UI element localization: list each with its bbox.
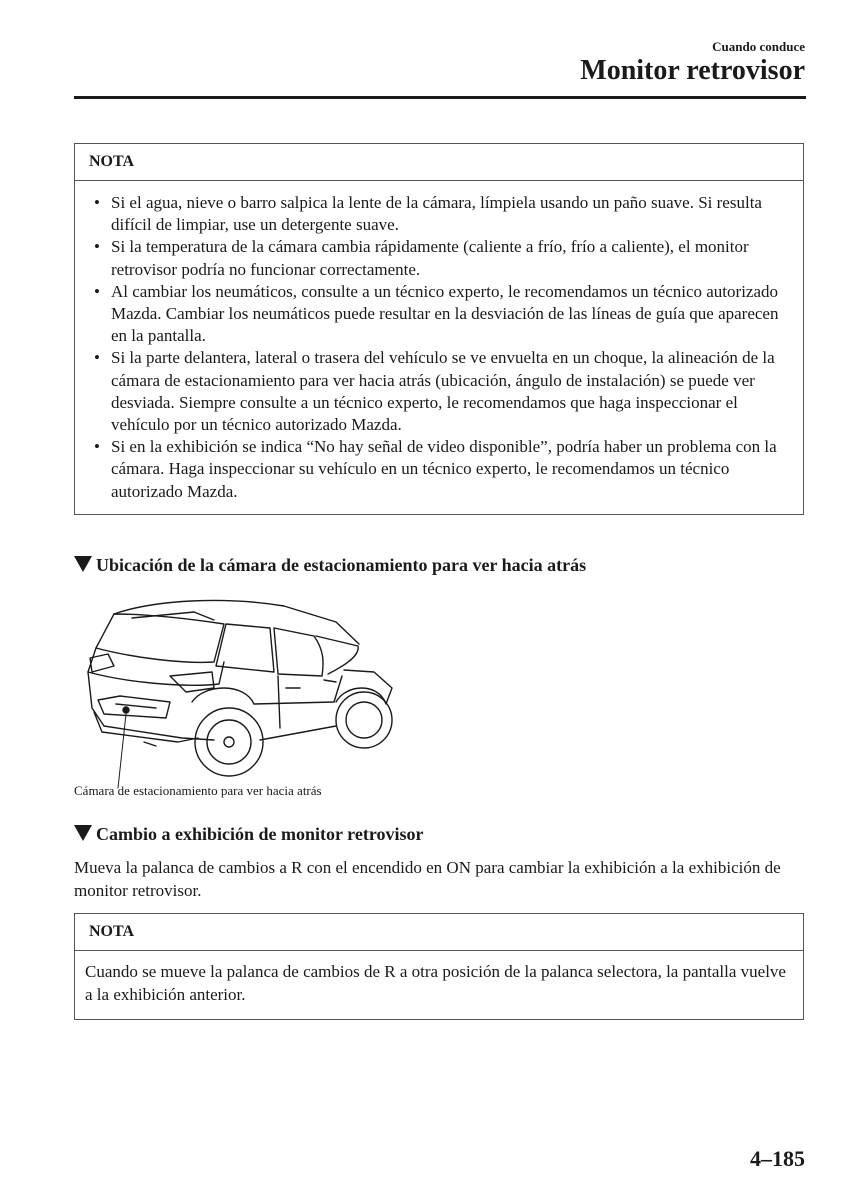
note-item xyxy=(85,436,789,503)
header-section-label: Cuando conduce xyxy=(712,39,805,54)
section-heading-text: Ubicación de la cámara de estacionamiento para ver hacia atrás xyxy=(96,555,587,575)
section-heading-switch-display xyxy=(74,822,804,846)
note-item xyxy=(85,236,789,280)
header-divider xyxy=(74,96,806,99)
note-item xyxy=(85,192,789,236)
rear-camera-car-illustration xyxy=(74,592,404,792)
note-box-display-return xyxy=(74,913,804,1020)
triangle-down-icon xyxy=(74,556,92,572)
bullet-icon: • xyxy=(94,348,100,368)
section-heading-camera-location xyxy=(74,553,804,577)
note-label: NOTA xyxy=(75,144,803,181)
note-item-text: Al cambiar los neumáticos, consulte a un técnico experto, le recomendamos un técnico autorizado Mazda. Cambiar los neumáticos puede resultar en la desviación de las líneas de guía que aparecen en la pantalla. xyxy=(111,281,779,346)
note-list xyxy=(75,181,803,511)
note-item-text: Si la parte delantera, lateral o trasera del vehículo se ve envuelta en un choque, la alineación de la cámara de estacionamiento para ver hacia atrás (ubicación, ángulo de instalación) se puede ver desviada. Siempre consulte a un técnico experto, le recomendamos que haga inspeccionar el vehículo por un técnico autorizado Mazda. xyxy=(111,348,775,435)
note-item xyxy=(85,281,789,348)
note-label: NOTA xyxy=(75,914,803,951)
note-box-cleaning xyxy=(74,143,804,515)
paragraph-shift-to-r: Mueva la palanca de cambios a R con el encendido en ON para cambiar la exhibición a la exhibición de monitor retrovisor. xyxy=(74,858,781,900)
section-heading-text: Cambio a exhibición de monitor retrovisor xyxy=(96,824,424,844)
note-item-text: Si en la exhibición se indica “No hay señal de video disponible”, podría haber un problema con la cámara. Haga inspeccionar su vehículo en un técnico experto, le recomendamos un técnico autorizado Mazda. xyxy=(111,437,777,501)
note-body-text: Cuando se mueve la palanca de cambios de R a otra posición de la palanca selectora, la pantalla vuelve a la exhibición anterior. xyxy=(85,962,786,1004)
bullet-icon: • xyxy=(94,237,100,257)
triangle-down-icon xyxy=(74,825,92,841)
bullet-icon: • xyxy=(94,437,100,457)
page-number: 4–185 xyxy=(750,1146,805,1171)
bullet-icon: • xyxy=(94,193,100,212)
note-item-text: Si la temperatura de la cámara cambia rápidamente (caliente a frío, frío a caliente), el monitor retrovisor podría no funcionar correctamente. xyxy=(111,237,749,279)
note-item-text: Si el agua, nieve o barro salpica la lente de la cámara, límpiela usando un paño suave. Si resulta difícil de limpiar, use un detergente suave. xyxy=(111,193,762,235)
camera-caption: Cámara de estacionamiento para ver hacia atrás xyxy=(74,783,322,798)
page-title: Monitor retrovisor xyxy=(580,55,805,86)
note-item xyxy=(85,347,789,436)
bullet-icon: • xyxy=(94,281,100,301)
